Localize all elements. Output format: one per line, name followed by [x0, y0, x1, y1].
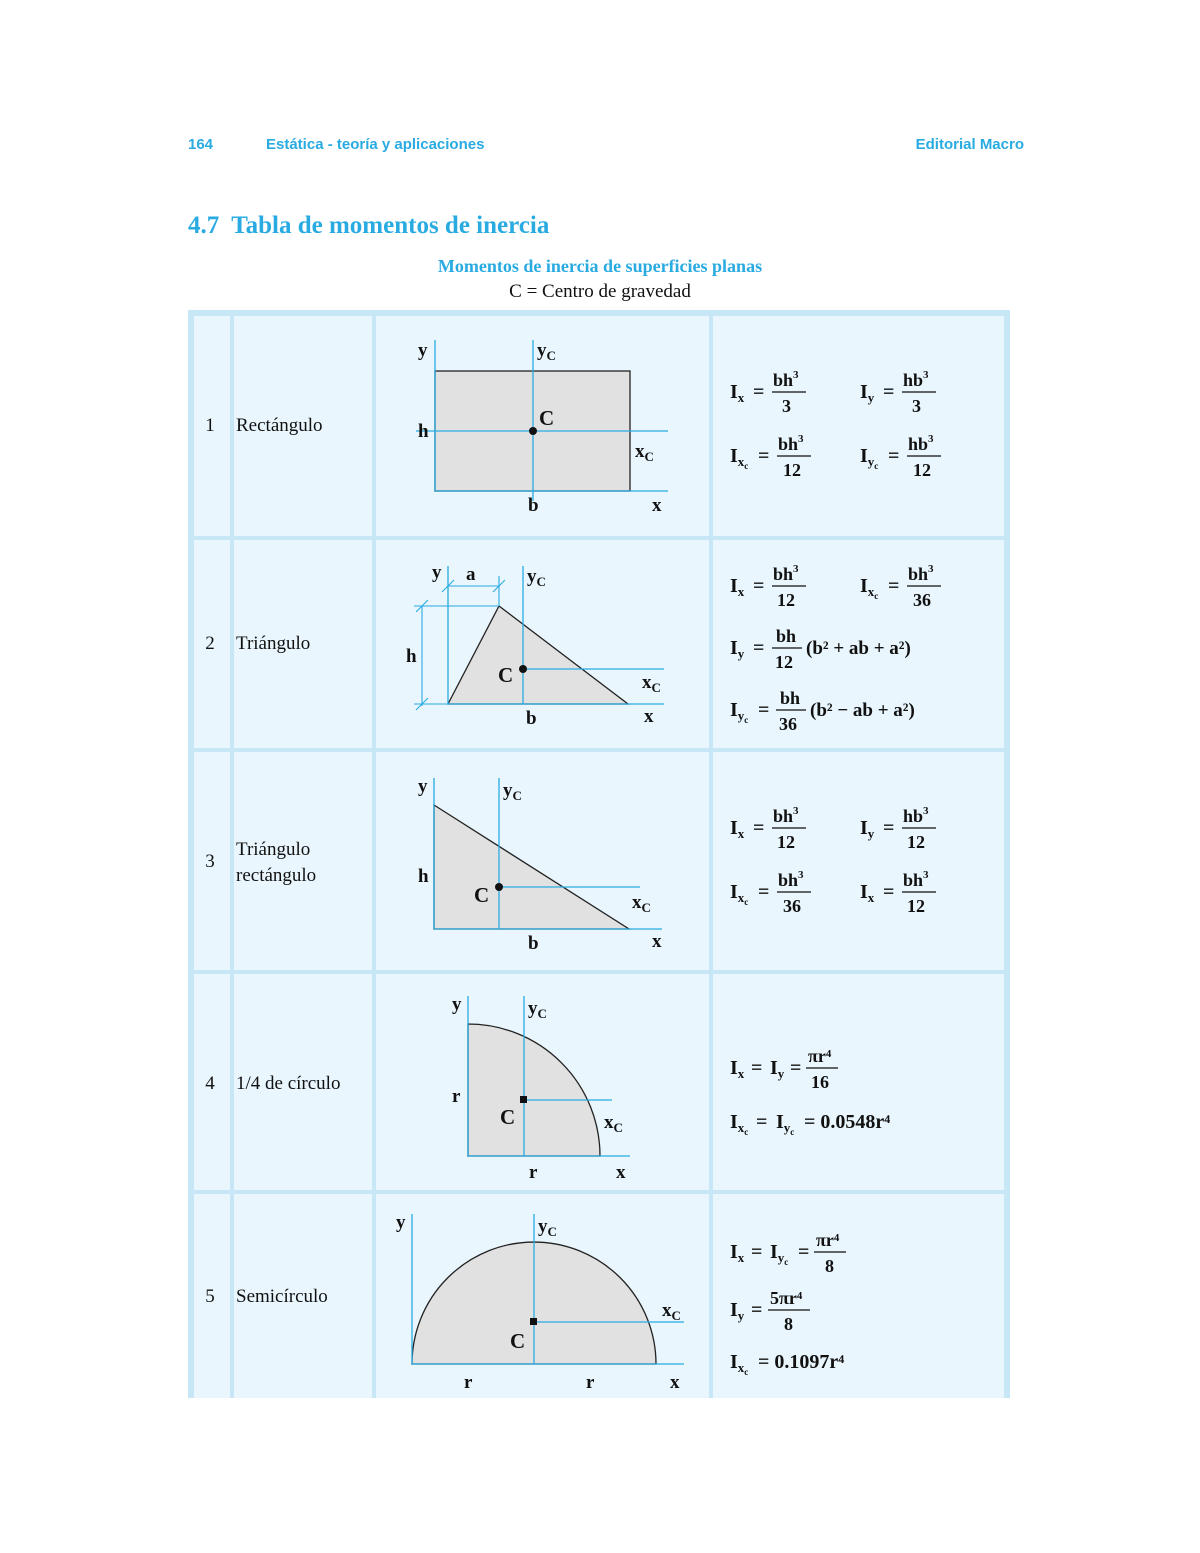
formula-ixc-iyc [730, 1111, 890, 1137]
svg-text:=: = [751, 1299, 763, 1321]
label-r-horizontal: r [529, 1162, 538, 1183]
formula-ix-second [860, 869, 936, 916]
svg-text:Iy: $I_y$ [770, 1057, 785, 1081]
row-3-name-line2: rectángulo [236, 865, 317, 886]
centroid-dot [529, 427, 537, 435]
svg-text:16: 16 [811, 1072, 829, 1092]
row-1-formulas [718, 360, 998, 500]
svg-text:12: 12 [777, 590, 795, 610]
svg-text:bh3: $bh^3$ [903, 869, 929, 890]
svg-text:Iy: $I_y$ [730, 1299, 745, 1323]
svg-text:bh3: $bh^3$ [773, 369, 799, 390]
svg-text:8: 8 [784, 1314, 793, 1334]
formula-iy [860, 805, 936, 852]
formula-ix [730, 369, 806, 416]
svg-text:Iy: $I_y$ [730, 637, 745, 661]
label-h: h [418, 866, 429, 887]
svg-text:hb3: $hb^3$ [903, 369, 929, 390]
row-3-number: 3 [205, 851, 215, 872]
row-2-number: 2 [205, 633, 215, 654]
label-y: y [396, 1212, 406, 1233]
svg-text:Iy: $I_y$ [860, 817, 875, 841]
svg-text:= 0.0548r⁴: = 0.0548r⁴ [804, 1111, 891, 1133]
label-c: C [498, 663, 514, 687]
svg-text:36: 36 [783, 896, 801, 916]
svg-text:hb3: $hb^3$ [908, 433, 934, 454]
label-h: h [406, 646, 417, 667]
label-c: C [500, 1105, 516, 1129]
svg-text:12: 12 [783, 460, 801, 480]
svg-text:12: 12 [913, 460, 931, 480]
running-header [188, 136, 1024, 160]
svg-text:12: 12 [907, 896, 925, 916]
svg-text:Ixc: $I_xc$ [730, 445, 749, 471]
label-x: x [652, 495, 662, 516]
svg-text:=: = [753, 575, 765, 597]
svg-text:= 0.1097r⁴: = 0.1097r⁴ [758, 1351, 845, 1373]
svg-text:πr⁴: πr⁴ [808, 1046, 832, 1066]
svg-text:Iyc: $I_yc$ [860, 445, 879, 471]
svg-text:Iy: $I_y$ [860, 381, 875, 405]
label-c: C [539, 406, 555, 430]
svg-text:Ixc: $I_xc$ [730, 881, 749, 907]
label-xc: $x_C$ [632, 892, 651, 915]
svg-text:Ixc: $I_xc$ [860, 575, 879, 601]
svg-text:=: = [883, 817, 895, 839]
quarter-circle-figure [406, 988, 676, 1186]
row-2-formulas [718, 554, 998, 744]
label-y: y [418, 776, 428, 797]
svg-text:=: = [888, 445, 900, 467]
row-5-name: Semicírculo [236, 1286, 328, 1307]
row-3-formulas [718, 796, 998, 936]
right-triangle-figure [406, 770, 676, 965]
svg-text:bh: bh [776, 626, 797, 646]
row-2-name: Triángulo [236, 633, 311, 654]
svg-text:=: = [753, 817, 765, 839]
quarter-circle-shape [468, 1024, 600, 1156]
svg-text:12: 12 [907, 832, 925, 852]
svg-text:(b² + ab + a²): (b² + ab + a²) [806, 638, 911, 659]
label-x: x [670, 1372, 680, 1393]
svg-text:Ix: $I_x$ [730, 381, 745, 405]
svg-text:=: = [790, 1057, 802, 1079]
svg-text:5πr⁴: 5πr⁴ [770, 1288, 803, 1308]
row-3-name: Triángulo [236, 839, 311, 860]
right-triangle-shape [434, 805, 629, 929]
centroid-dot [520, 1096, 527, 1103]
svg-text:=: = [753, 381, 765, 403]
centroid-dot [519, 665, 527, 673]
svg-text:=: = [883, 381, 895, 403]
svg-text:bh3: $bh^3$ [773, 805, 799, 826]
svg-text:Ix: $I_x$ [730, 1241, 745, 1265]
row-1-name: Rectángulo [236, 415, 323, 436]
table-title: Momentos de inercia de superficies planas [437, 256, 763, 276]
svg-text:3: 3 [912, 396, 921, 416]
svg-text:36: 36 [913, 590, 931, 610]
svg-text:hb3: $hb^3$ [903, 805, 929, 826]
row-4-formulas [718, 1030, 998, 1150]
formula-iy [730, 1288, 810, 1334]
svg-text:Ix: $I_x$ [730, 575, 745, 599]
svg-text:=: = [758, 699, 770, 721]
svg-text:bh3: $bh^3$ [778, 869, 804, 890]
label-yc: $y_C$ [527, 566, 546, 589]
triangle-shape [448, 606, 628, 704]
svg-text:3: 3 [782, 396, 791, 416]
label-b: b [528, 495, 539, 516]
svg-text:=: = [888, 575, 900, 597]
svg-text:(b² − ab + a²): (b² − ab + a²) [810, 700, 915, 721]
svg-text:=: = [751, 1057, 763, 1079]
svg-text:=: = [753, 637, 765, 659]
formula-ixc [730, 433, 811, 480]
section-heading [188, 212, 549, 240]
formula-ix [730, 805, 806, 852]
svg-text:Ixc: $I_xc$ [730, 1351, 749, 1377]
label-r-right: r [586, 1372, 595, 1393]
label-xc: $x_C$ [604, 1112, 623, 1135]
label-a: a [466, 564, 476, 585]
formula-ix [730, 563, 806, 610]
label-y: y [452, 994, 462, 1015]
semicircle-figure [388, 1206, 694, 1396]
svg-text:=: = [798, 1241, 810, 1263]
label-x: x [644, 706, 654, 727]
book-title: Estática - teoría y aplicaciones [266, 136, 485, 153]
label-yc: $y_C$ [503, 780, 522, 803]
svg-text:12: 12 [777, 832, 795, 852]
formula-iy [730, 626, 911, 672]
label-xc: $x_C$ [635, 441, 654, 464]
inertia-table [188, 310, 1010, 1398]
rectangle-figure [406, 330, 676, 530]
label-r-left: r [464, 1372, 473, 1393]
label-yc: $y_C$ [528, 998, 547, 1021]
formula-iyc [860, 433, 941, 480]
svg-text:Iyc: $I_yc$ [776, 1111, 795, 1137]
page-number: 164 [188, 136, 214, 153]
formula-iy [860, 369, 936, 416]
svg-text:Iyc: $I_yc$ [770, 1241, 789, 1267]
formula-iyc [730, 688, 915, 734]
label-c: C [510, 1329, 526, 1353]
label-y: y [418, 340, 428, 361]
row-4-number: 4 [205, 1073, 215, 1094]
svg-text:Ix: $I_x$ [730, 1057, 745, 1081]
table-subtitle: C = Centro de gravedad [509, 281, 691, 302]
svg-text:=: = [751, 1241, 763, 1263]
label-yc: $y_C$ [538, 1216, 557, 1239]
svg-text:=: = [756, 1111, 768, 1133]
label-yc: $y_C$ [537, 340, 556, 363]
svg-text:πr⁴: πr⁴ [816, 1230, 840, 1250]
svg-text:bh3: $bh^3$ [908, 563, 934, 584]
row-4-name: 1/4 de círculo [236, 1073, 341, 1094]
centroid-dot [495, 883, 503, 891]
formula-ix-iy [730, 1046, 838, 1092]
svg-text:=: = [883, 881, 895, 903]
formula-ixc [860, 563, 941, 610]
label-b: b [528, 933, 539, 954]
svg-text:Ix: $I_x$ [730, 817, 745, 841]
label-h: h [418, 421, 429, 442]
section-title: Tabla de momentos de inercia [231, 212, 550, 239]
section-number: 4.7 [188, 212, 220, 239]
centroid-dot [530, 1318, 537, 1325]
svg-text:Ix: $I_x$ [860, 881, 875, 905]
svg-text:8: 8 [825, 1256, 834, 1276]
label-y: y [432, 562, 442, 583]
svg-text:36: 36 [779, 714, 797, 734]
svg-text:=: = [758, 881, 770, 903]
svg-text:=: = [758, 445, 770, 467]
row-5-formulas [718, 1218, 998, 1388]
label-xc: $x_C$ [642, 672, 661, 695]
svg-text:Ixc: $I_xc$ [730, 1111, 749, 1137]
svg-text:bh3: $bh^3$ [778, 433, 804, 454]
label-b: b [526, 708, 537, 729]
label-c: C [474, 883, 490, 907]
svg-text:Iyc: $I_yc$ [730, 699, 749, 725]
label-x: x [652, 931, 662, 952]
row-5-number: 5 [205, 1286, 215, 1307]
publisher: Editorial Macro [915, 136, 1024, 153]
label-xc: $x_C$ [662, 1300, 681, 1323]
row-1-number: 1 [205, 415, 215, 436]
svg-text:bh3: $bh^3$ [773, 563, 799, 584]
formula-ixc [730, 869, 811, 916]
formula-ix-iyc [730, 1230, 846, 1276]
triangle-figure [406, 556, 676, 746]
label-x: x [616, 1162, 626, 1183]
svg-text:bh: bh [780, 688, 801, 708]
svg-text:12: 12 [775, 652, 793, 672]
label-r-vertical: r [452, 1086, 461, 1107]
formula-ixc [730, 1351, 844, 1377]
